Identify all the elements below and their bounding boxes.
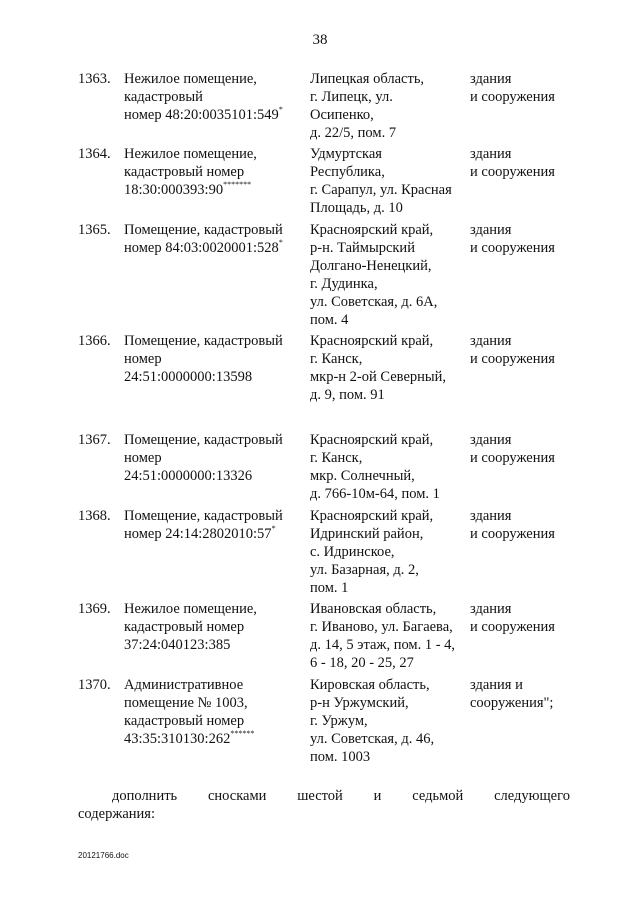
page-number: 38 (312, 32, 328, 48)
closing-word: седьмой (412, 788, 464, 804)
description-text: номер 24:14:2802010:57 (124, 526, 272, 542)
address-line: пом. 1003 (310, 749, 371, 765)
description-text: 24:51:0000000:13598 (124, 369, 253, 385)
entry-number: 1366. (78, 333, 111, 349)
entry-address (310, 221, 460, 329)
address-line: Идринский район, (310, 526, 424, 542)
description-line (124, 618, 309, 636)
description-line (124, 636, 309, 654)
description-text: кадастровый номер (124, 713, 245, 729)
address-line: г. Канск, (310, 450, 363, 466)
footnote-marker: * (271, 524, 276, 534)
entry-type (470, 431, 600, 467)
description-text: Помещение, кадастровый (124, 432, 283, 448)
description-text: Административное (124, 677, 244, 693)
description-text: Помещение, кадастровый (124, 508, 283, 524)
address-line: д. 14, 5 этаж, пом. 1 - 4, (310, 637, 456, 653)
address-line: 6 - 18, 20 - 25, 27 (310, 655, 414, 671)
address-line: г. Липецк, ул. (310, 89, 393, 105)
description-line (124, 694, 309, 712)
description-text: номер (124, 351, 162, 367)
description-line (124, 676, 309, 694)
type-line: и сооружения (470, 526, 555, 542)
description-text: помещение № 1003, (124, 695, 248, 711)
entry-type (470, 221, 600, 257)
entry-type (470, 70, 600, 106)
description-line (124, 368, 309, 386)
footnote-marker: ******* (223, 180, 252, 190)
closing-word: и (373, 788, 382, 804)
type-line: здания (470, 508, 512, 524)
description-text: номер 84:03:0020001:528 (124, 240, 279, 256)
entry-address (310, 507, 460, 597)
address-line: г. Сарапул, ул. Красная (310, 182, 452, 198)
description-line (124, 70, 309, 88)
entry-number: 1365. (78, 222, 111, 238)
entry-description (124, 145, 309, 199)
address-line: Республика, (310, 164, 385, 180)
type-line: здания (470, 71, 512, 87)
entry-description (124, 507, 309, 543)
description-text: Помещение, кадастровый (124, 222, 283, 238)
address-line: Осипенко, (310, 107, 374, 123)
entry-description (124, 600, 309, 654)
document-filename: 20121766.doc (78, 851, 129, 860)
description-line (124, 221, 309, 239)
description-line (124, 163, 309, 181)
closing-word: шестой (297, 788, 343, 804)
type-line: здания (470, 146, 512, 162)
description-text: 43:35:310130:262 (124, 731, 231, 747)
description-text: Нежилое помещение, (124, 146, 257, 162)
address-line: Площадь, д. 10 (310, 200, 403, 216)
address-line: д. 766-10м-64, пом. 1 (310, 486, 440, 502)
description-line (124, 350, 309, 368)
description-text: номер (124, 450, 162, 466)
address-line: пом. 1 (310, 580, 349, 596)
address-line: Красноярский край, (310, 508, 434, 524)
description-line (124, 467, 309, 485)
address-line: ул. Советская, д. 46, (310, 731, 435, 747)
type-line: здания (470, 222, 512, 238)
entry-description (124, 221, 309, 257)
address-line: Красноярский край, (310, 432, 434, 448)
description-line (124, 239, 309, 257)
description-text: кадастровый (124, 89, 203, 105)
type-line: и сооружения (470, 619, 555, 635)
type-line: и сооружения (470, 240, 555, 256)
address-line: с. Идринское, (310, 544, 395, 560)
entry-description (124, 431, 309, 485)
description-text: 18:30:000393:90 (124, 182, 224, 198)
entry-number: 1367. (78, 432, 111, 448)
address-line: г. Дудинка, (310, 276, 378, 292)
footnote-marker: * (278, 105, 283, 115)
entry-number: 1369. (78, 601, 111, 617)
address-line: пом. 4 (310, 312, 349, 328)
description-text: Нежилое помещение, (124, 601, 257, 617)
entry-type (470, 145, 600, 181)
description-line (124, 431, 309, 449)
type-line: и сооружения (470, 164, 555, 180)
entry-address (310, 600, 460, 672)
description-line (124, 712, 309, 730)
type-line: здания и (470, 677, 523, 693)
closing-word: следующего (494, 788, 570, 804)
address-line: г. Канск, (310, 351, 363, 367)
entry-address (310, 145, 460, 217)
description-text: 37:24:040123:385 (124, 637, 231, 653)
type-line: сооружения"; (470, 695, 554, 711)
description-line (124, 600, 309, 618)
entry-number: 1364. (78, 146, 111, 162)
closing-word: дополнить (112, 788, 178, 804)
description-line (124, 332, 309, 350)
type-line: и сооружения (470, 89, 555, 105)
description-line (124, 181, 309, 199)
address-line: ул. Советская, д. 6А, (310, 294, 438, 310)
entry-description (124, 70, 309, 124)
entry-number: 1368. (78, 508, 111, 524)
description-text: Помещение, кадастровый (124, 333, 283, 349)
type-line: и сооружения (470, 351, 555, 367)
closing-word: сносками (207, 788, 267, 804)
address-line: р-н Уржумский, (310, 695, 409, 711)
address-line: ул. Базарная, д. 2, (310, 562, 419, 578)
address-line: мкр. Солнечный, (310, 468, 415, 484)
address-line: Ивановская область, (310, 601, 437, 617)
address-line: Красноярский край, (310, 333, 434, 349)
description-line (124, 106, 309, 124)
description-line (124, 525, 309, 543)
description-line (124, 145, 309, 163)
description-line (124, 88, 309, 106)
entry-type (470, 332, 600, 368)
type-line: здания (470, 601, 512, 617)
footnote-marker: ****** (230, 729, 255, 739)
description-line (124, 730, 309, 748)
type-line: здания (470, 432, 512, 448)
type-line: здания (470, 333, 512, 349)
address-line: Удмуртская (310, 146, 382, 162)
description-text: 24:51:0000000:13326 (124, 468, 253, 484)
address-line: Кировская область, (310, 677, 430, 693)
footnote-marker: * (278, 238, 283, 248)
description-text: номер 48:20:0035101:549 (124, 107, 279, 123)
closing-second-line: содержания: (78, 806, 156, 822)
description-line (124, 507, 309, 525)
address-line: д. 22/5, пом. 7 (310, 125, 397, 141)
description-text: Нежилое помещение, (124, 71, 257, 87)
description-text: кадастровый номер (124, 164, 245, 180)
description-line (124, 449, 309, 467)
entry-address (310, 70, 460, 142)
address-line: г. Уржум, (310, 713, 368, 729)
entry-type (470, 507, 600, 543)
address-line: р-н. Таймырский (310, 240, 415, 256)
entry-type (470, 600, 600, 636)
address-line: г. Иваново, ул. Багаева, (310, 619, 453, 635)
closing-first-line (112, 787, 570, 805)
entry-number: 1363. (78, 71, 111, 87)
address-line: мкр-н 2-ой Северный, (310, 369, 447, 385)
entry-address (310, 332, 460, 404)
entry-type (470, 676, 600, 712)
address-line: Красноярский край, (310, 222, 434, 238)
entry-description (124, 676, 309, 748)
address-line: Липецкая область, (310, 71, 425, 87)
address-line: д. 9, пом. 91 (310, 387, 385, 403)
entry-number: 1370. (78, 677, 111, 693)
entry-address (310, 676, 460, 766)
entry-description (124, 332, 309, 386)
description-text: кадастровый номер (124, 619, 245, 635)
type-line: и сооружения (470, 450, 555, 466)
entry-address (310, 431, 460, 503)
address-line: Долгано-Ненецкий, (310, 258, 432, 274)
